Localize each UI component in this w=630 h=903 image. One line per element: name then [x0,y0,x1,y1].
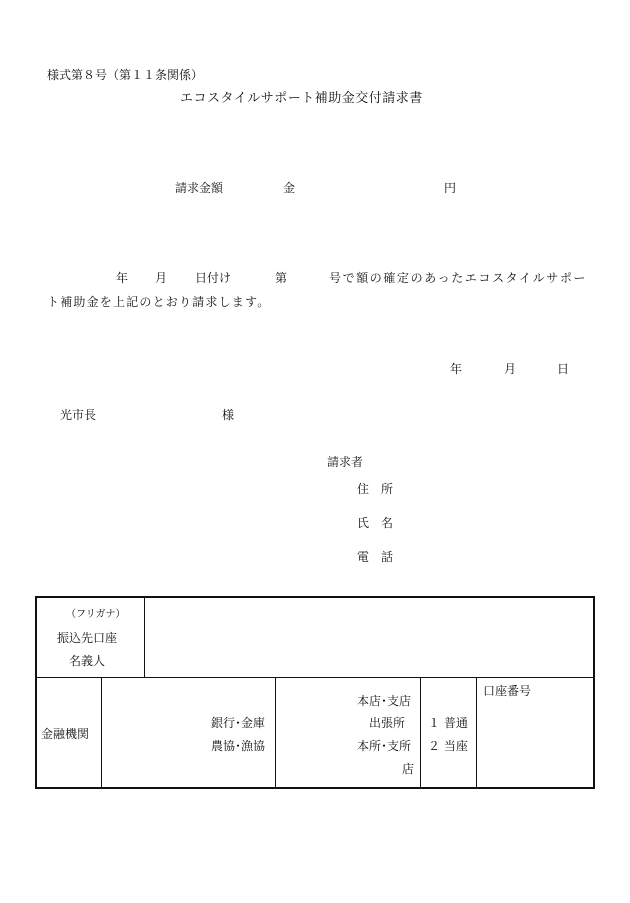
requester-label: 請求者 [327,455,364,469]
requester-address-label: 住 所 [357,482,394,496]
table-col-divider [420,678,421,789]
account-type-line2: ２ 当座 [428,739,468,753]
form-title: エコスタイルサポート補助金交付請求書 [180,91,423,106]
account-type-line1: １ 普通 [428,716,468,730]
body-line2: ト補助金を上記のとおり請求します。 [47,295,271,309]
body-nen: 年 [116,271,129,285]
table-col-divider [275,678,276,789]
addressee-name: 光市長 [60,408,97,422]
addressee-sama: 様 [222,408,235,422]
amount-kin: 金 [283,181,296,195]
furigana-label: （フリガナ） [66,609,126,620]
branch-type-line4: 店 [402,762,415,776]
branch-type-line1: 本店･支店 [357,694,412,708]
institution-label: 金融機関 [41,727,90,741]
table-row-divider [37,677,593,678]
account-number-label: 口座番号 [483,684,532,698]
table-col-divider [101,678,102,789]
table-col-divider [476,678,477,789]
body-hizuke: 日付け [195,271,232,285]
account-holder-field[interactable] [146,600,592,674]
date-tsuki: 月 [504,362,517,376]
form-number: 様式第８号（第１１条関係） [47,68,204,82]
branch-type-line3: 本所･支所 [357,739,412,753]
body-line1-rest: 号で額の確定のあったエコスタイルサポー [329,271,588,285]
branch-type-line2: 出張所 [369,716,406,730]
body-tsuki: 月 [155,271,168,285]
requester-phone-label: 電 話 [357,550,394,564]
bank-type-line1: 銀行･金庫 [211,716,266,730]
account-holder-line2: 名義人 [69,654,106,668]
bank-type-line2: 農協･漁協 [211,739,266,753]
amount-yen: 円 [444,181,457,195]
bank-account-table [35,596,595,789]
body-dai: 第 [275,271,288,285]
account-holder-line1: 振込先口座 [57,631,118,645]
amount-label: 請求金額 [175,181,224,195]
date-nen: 年 [450,362,463,376]
requester-name-label: 氏 名 [357,516,394,530]
table-col-divider [144,598,145,677]
date-hi: 日 [557,362,570,376]
